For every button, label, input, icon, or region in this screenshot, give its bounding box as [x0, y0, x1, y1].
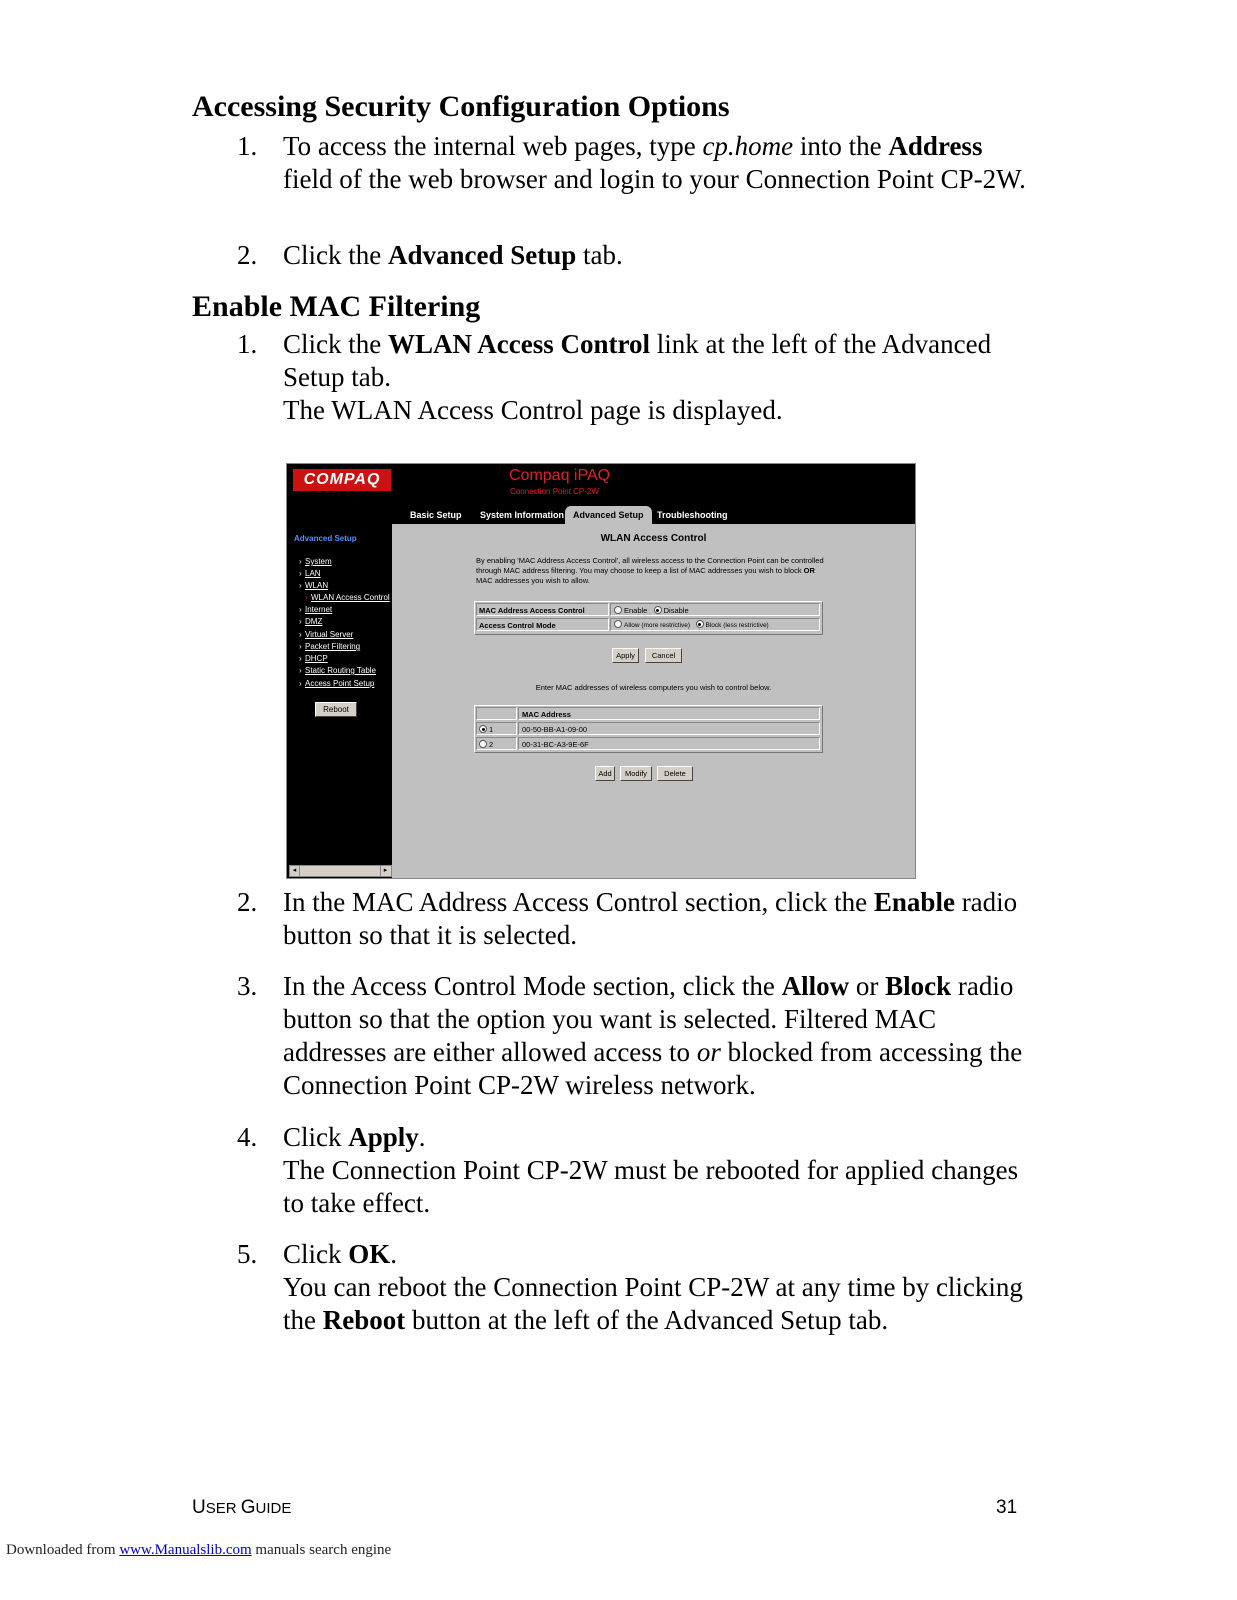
step-text-line: The WLAN Access Control page is displayed. — [283, 395, 783, 425]
allow-radio[interactable] — [614, 620, 622, 628]
step-text-bold: Apply — [348, 1122, 419, 1152]
mac-address-cell: 00-31-BC-A3-9E-6F — [518, 737, 820, 750]
sidebar-item-label: Virtual Server — [305, 630, 354, 639]
scroll-left-icon[interactable]: ◂ — [290, 866, 300, 876]
step-text — [283, 970, 1027, 1102]
sidebar-item-dhcp[interactable] — [299, 654, 328, 663]
sidebar-item-packet-filtering[interactable] — [299, 642, 360, 651]
sidebar-item-dmz[interactable] — [299, 617, 322, 626]
list-item — [237, 970, 1027, 1102]
step-text-part: Click the — [283, 329, 388, 359]
step-text — [283, 886, 1027, 952]
step-text-bold: Enable — [873, 887, 955, 917]
step-text — [283, 1121, 1027, 1220]
sidebar-item-virtual-server[interactable] — [299, 630, 353, 639]
enable-radio[interactable] — [614, 606, 622, 614]
arrow-icon: › — [299, 654, 302, 663]
main-panel — [392, 524, 915, 878]
manualslib-link[interactable]: www.Manualslib.com — [119, 1542, 252, 1558]
footer-text-part: UIDE — [255, 1500, 292, 1517]
table-row — [475, 603, 822, 617]
step-text-part: Click — [283, 1239, 349, 1269]
intro-text-part: MAC addresses you wish to allow. — [476, 576, 590, 585]
sidebar-item-label: System — [305, 557, 332, 566]
arrow-icon: › — [299, 617, 302, 626]
table-header-cell — [476, 707, 517, 720]
scroll-right-icon[interactable]: ▸ — [380, 866, 390, 876]
add-button[interactable]: Add — [595, 766, 615, 781]
step-text-bold: Advanced Setup — [387, 240, 577, 270]
footer-text-part: U — [192, 1497, 206, 1518]
table-row — [475, 737, 822, 751]
row-radio[interactable] — [479, 740, 487, 748]
step-text-part: into the — [793, 131, 889, 161]
step-number: 1. — [237, 131, 258, 161]
sidebar-item-lan[interactable] — [299, 569, 321, 578]
mac-access-control-options — [610, 603, 820, 616]
step-text-part: In the MAC Address Access Control section, click the — [283, 887, 874, 917]
footer-text-part: SER — [205, 1500, 241, 1517]
modify-button[interactable]: Modify — [620, 766, 652, 781]
step-number: 3. — [237, 971, 258, 1001]
sidebar-item-internet[interactable] — [299, 605, 332, 614]
list-item — [237, 239, 1027, 272]
step-text-italic: cp.home — [702, 131, 794, 161]
page-number: 31 — [996, 1497, 1018, 1518]
tab-system-information[interactable]: System Information — [480, 510, 565, 520]
sidebar-item-label: Static Routing Table — [305, 666, 377, 675]
download-text: manuals search engine — [251, 1542, 392, 1558]
step-text-part: Click — [283, 1122, 349, 1152]
step-text-part: radio button so that the option you want is selected. Filtered MAC addresses are either allowed access to — [283, 971, 1014, 1067]
sidebar-item-access-point-setup[interactable] — [299, 679, 374, 688]
step-text-italic: or — [696, 1037, 721, 1067]
arrow-icon: › — [299, 630, 302, 639]
enable-label: Enable — [624, 606, 648, 615]
list-item — [237, 328, 1027, 427]
mac-address-header: MAC Address — [518, 707, 820, 720]
step-number: 4. — [237, 1122, 258, 1152]
list-item — [237, 130, 1027, 196]
sidebar-item-system[interactable] — [299, 557, 332, 566]
step-text-bold: WLAN Access Control — [387, 329, 650, 359]
mac-address-cell: 00-50-BB-A1-09-00 — [518, 722, 820, 735]
tab-troubleshooting[interactable]: Troubleshooting — [657, 510, 728, 520]
step-text-part: You can reboot the Connection Point CP-2W at any time by clicking the — [283, 1272, 1023, 1335]
section-heading-mac-filtering: Enable MAC Filtering — [192, 290, 481, 323]
list-item — [237, 886, 1027, 952]
step-text-part: link at the left of the Advanced Setup tab. — [283, 329, 992, 392]
allow-label: Allow (more restrictive) — [624, 622, 691, 629]
step-text-part: . — [390, 1239, 398, 1269]
intro-text — [476, 556, 826, 586]
sidebar-title: Advanced Setup — [294, 534, 357, 543]
list-item — [237, 1238, 1027, 1337]
table-header-row — [475, 707, 822, 721]
sidebar-item-label: DHCP — [305, 654, 328, 663]
footer-guide-label — [192, 1497, 291, 1519]
row-number: 2 — [489, 740, 494, 749]
tab-advanced-setup[interactable]: Advanced Setup — [565, 506, 652, 524]
tab-basic-setup[interactable]: Basic Setup — [410, 510, 462, 520]
intro-text-bold: OR — [803, 566, 815, 575]
disable-label: Disable — [663, 606, 689, 615]
step-text — [283, 1238, 1027, 1337]
reboot-button[interactable]: Reboot — [315, 702, 357, 717]
download-text: Downloaded from — [6, 1542, 120, 1558]
sidebar-item-label: WLAN Access Control — [311, 593, 390, 602]
sidebar-item-static-routing-table[interactable] — [299, 666, 376, 675]
sidebar-item-label: Internet — [305, 605, 333, 614]
step-number: 5. — [237, 1239, 258, 1269]
step-text-bold: Address — [888, 131, 983, 161]
apply-button[interactable]: Apply — [612, 648, 639, 663]
mac-instructions: Enter MAC addresses of wireless computers you wish to control below. — [535, 683, 772, 692]
step-text-part: In the Access Control Mode section, click the — [283, 971, 782, 1001]
sidebar-item-label: DMZ — [305, 617, 323, 626]
arrow-icon: › — [299, 642, 302, 651]
table-row — [475, 722, 822, 736]
step-text-part: tab. — [576, 240, 623, 270]
sidebar-item-label: Packet Filtering — [305, 642, 361, 651]
sidebar-item-label: LAN — [305, 569, 321, 578]
sidebar-item-label: Access Point Setup — [305, 679, 375, 688]
header-bar — [287, 464, 915, 524]
cancel-button[interactable]: Cancel — [645, 648, 682, 663]
step-number: 2. — [237, 240, 258, 270]
step-text-line: The Connection Point CP-2W must be rebooted for applied changes to take effect. — [283, 1155, 1019, 1218]
access-control-mode-options — [610, 618, 820, 631]
row-select-cell — [476, 737, 517, 750]
block-radio[interactable] — [696, 620, 704, 628]
step-text — [283, 328, 1027, 427]
step-text-part: button at the left of the Advanced Setup tab. — [405, 1305, 889, 1335]
wlan-access-control-screenshot — [286, 463, 916, 879]
step-text-part: To access the internal web pages, type — [283, 131, 703, 161]
step-text-part: Click the — [283, 240, 388, 270]
step-number: 1. — [237, 329, 258, 359]
step-text-part: or — [849, 971, 886, 1001]
footer-text-part: G — [240, 1497, 256, 1518]
sidebar-item-label: WLAN — [305, 581, 329, 590]
arrow-icon: › — [299, 581, 302, 590]
list-item — [237, 1121, 1027, 1220]
sidebar — [287, 524, 392, 878]
page-title: WLAN Access Control — [600, 533, 707, 544]
row-number: 1 — [489, 725, 494, 734]
product-subtitle: Connection Point CP-2W — [510, 487, 599, 496]
mac-address-table — [474, 705, 823, 753]
section-heading-security: Accessing Security Configuration Options — [192, 90, 730, 123]
arrow-icon: › — [305, 593, 308, 602]
block-label: Block (less restrictive) — [705, 622, 769, 629]
step-text-bold: Allow — [781, 971, 850, 1001]
step-text-bold: Reboot — [322, 1305, 406, 1335]
access-control-mode-label: Access Control Mode — [476, 618, 609, 631]
sidebar-item-wlan[interactable] — [299, 581, 328, 590]
step-text-part: field of the web browser and login to your Connection Point CP-2W. — [283, 164, 1026, 194]
delete-button[interactable]: Delete — [657, 766, 693, 781]
step-text — [283, 239, 1027, 272]
arrow-icon: › — [299, 605, 302, 614]
step-number: 2. — [237, 887, 258, 917]
step-text-bold: OK — [348, 1239, 391, 1269]
access-control-table — [474, 601, 823, 635]
horizontal-scrollbar[interactable] — [289, 865, 392, 877]
arrow-icon: › — [299, 569, 302, 578]
row-select-cell — [476, 722, 517, 735]
step-text-bold: Block — [885, 971, 952, 1001]
intro-text-part: By enabling 'MAC Address Access Control', all wireless access to the Connection Point can be controlled through MAC address filtering. You may choose to keep a list of MAC addresses you wish to block — [476, 556, 824, 575]
arrow-icon: › — [299, 666, 302, 675]
table-row — [475, 618, 822, 632]
step-text-part: . — [418, 1122, 426, 1152]
mac-access-control-label: MAC Address Access Control — [476, 603, 609, 616]
step-text-part: radio button so that it is selected. — [283, 887, 1018, 950]
sidebar-item-wlan-access-control[interactable] — [305, 593, 390, 602]
step-text-part: blocked from accessing the Connection Point CP-2W wireless network. — [283, 1037, 1023, 1100]
compaq-logo: COMPAQ — [293, 469, 391, 491]
product-title: Compaq iPAQ — [509, 467, 611, 484]
disable-radio[interactable] — [654, 606, 662, 614]
arrow-icon: › — [299, 557, 302, 566]
download-notice — [6, 1542, 391, 1559]
row-radio[interactable] — [479, 725, 487, 733]
arrow-icon: › — [299, 679, 302, 688]
step-text — [283, 130, 1027, 196]
